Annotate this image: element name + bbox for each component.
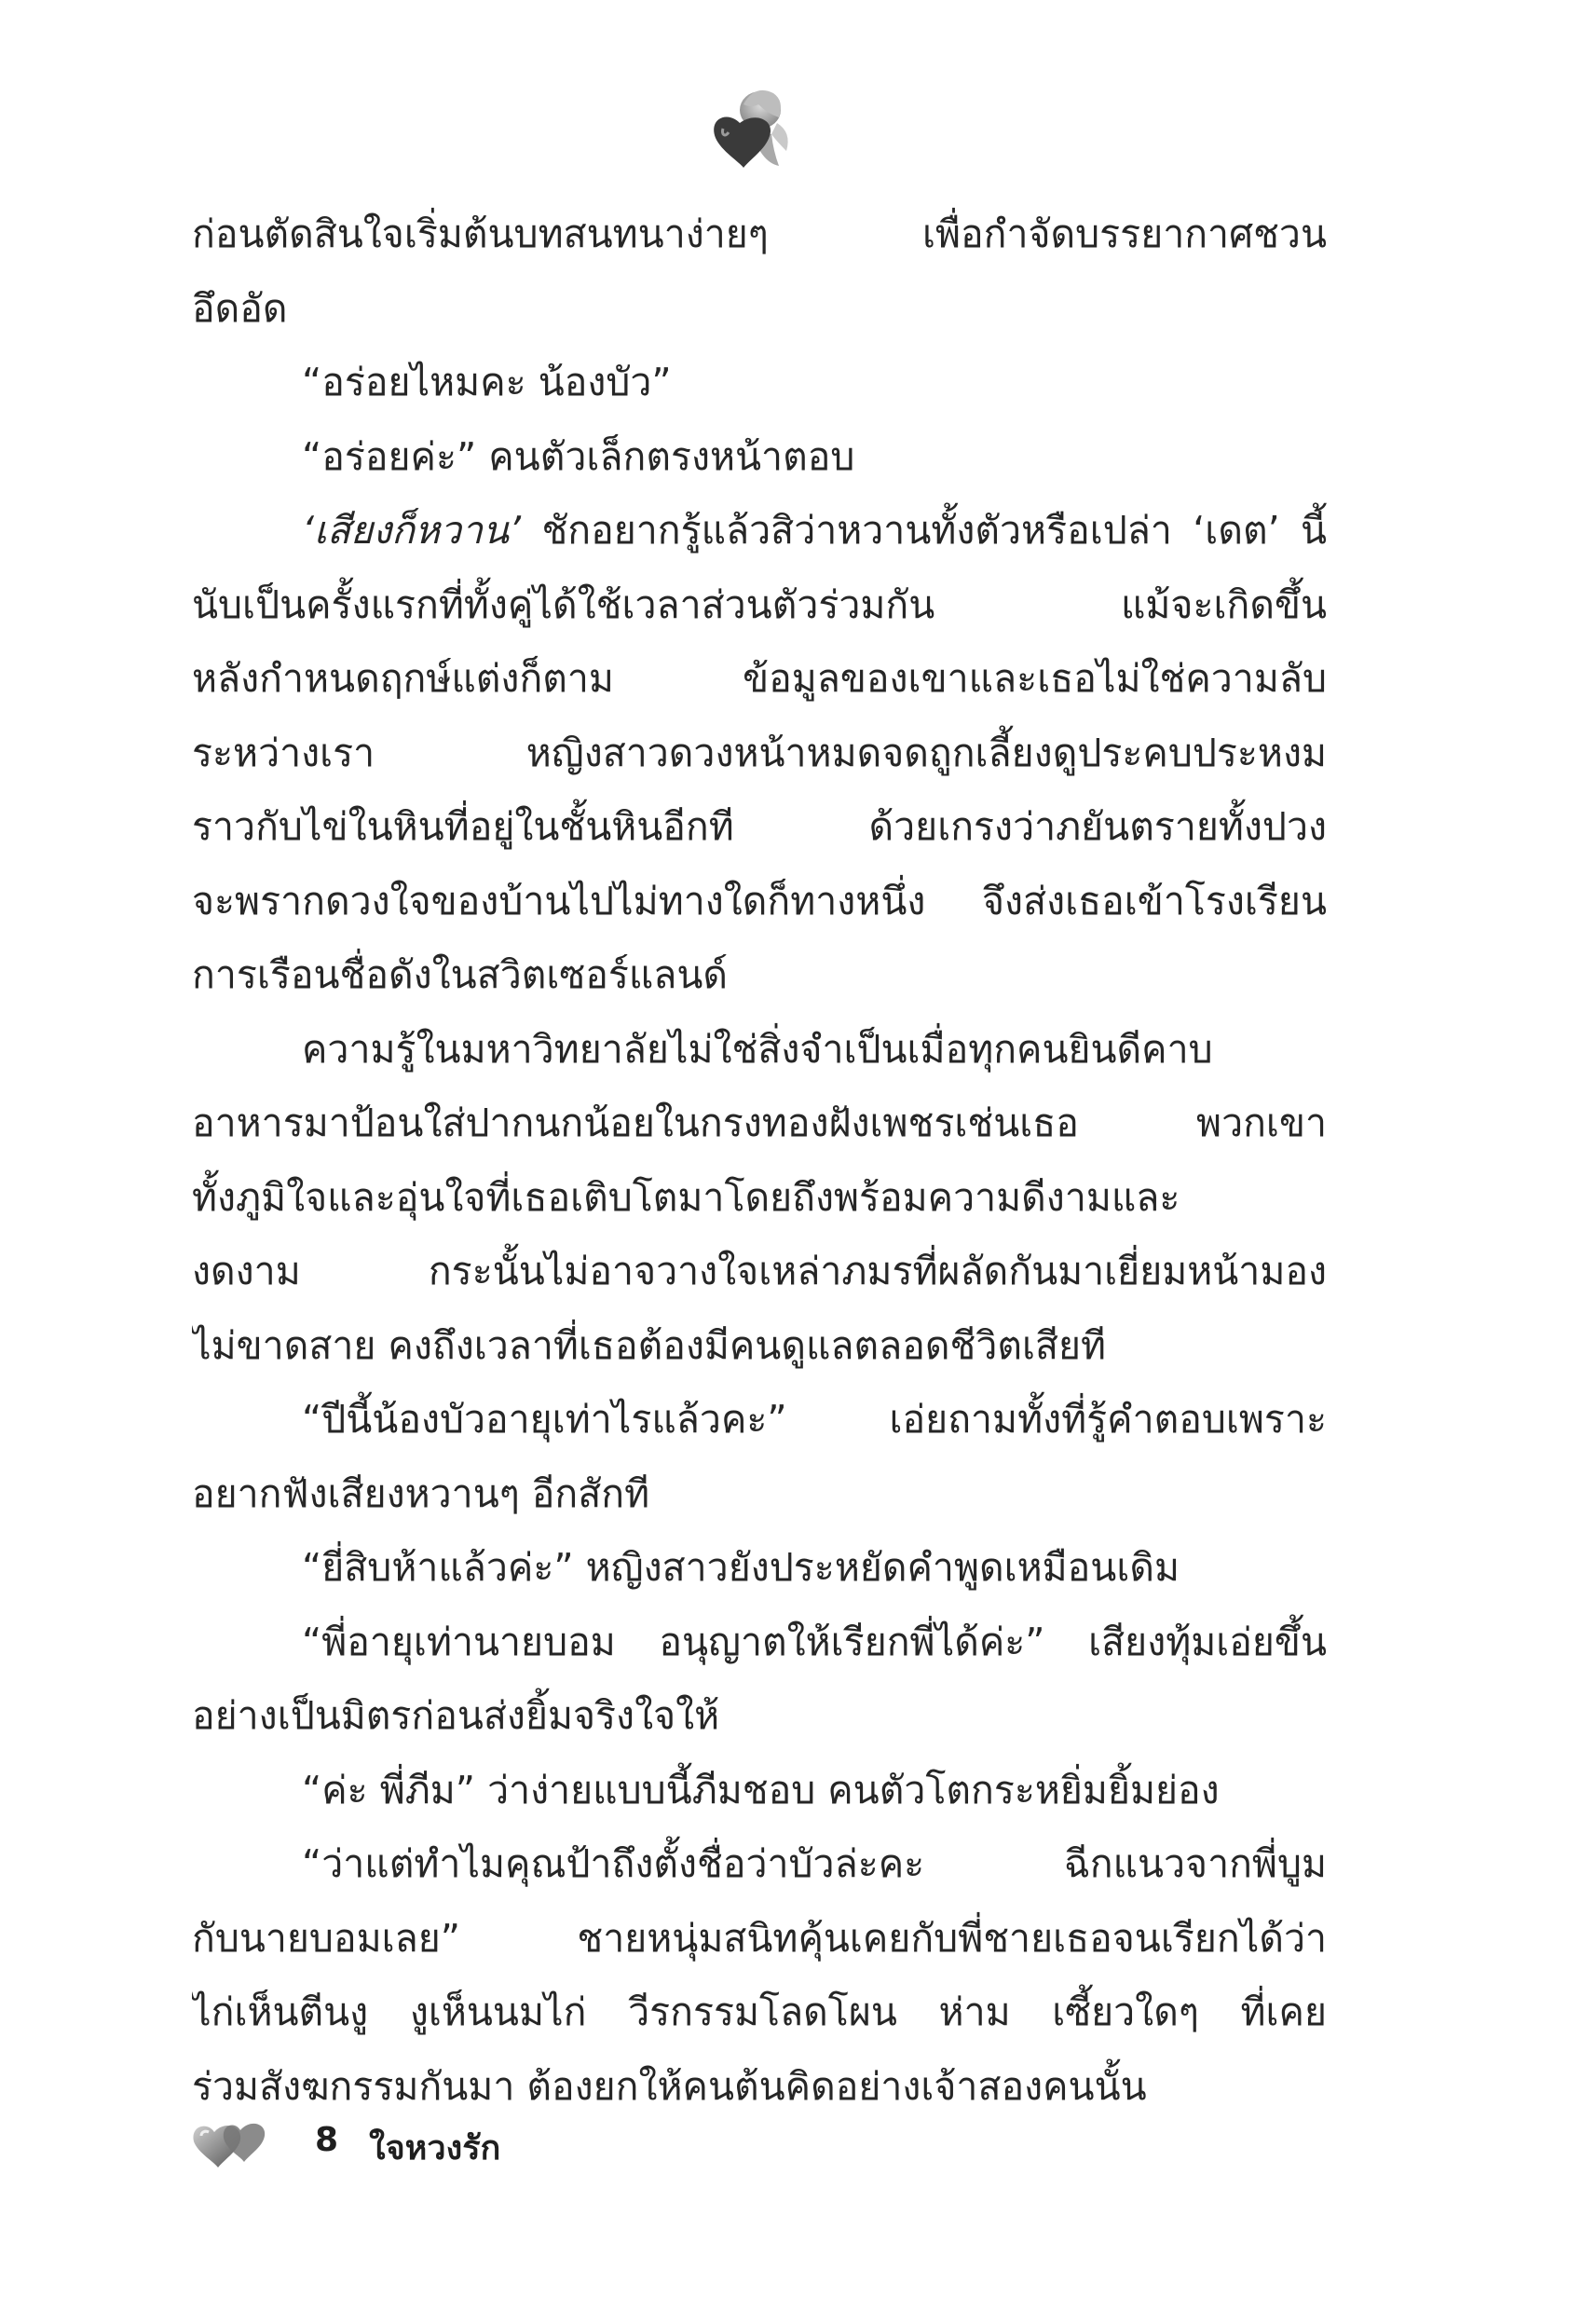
text-line: ไก่เห็นตีนงู งูเห็นนมไก่ วีรกรรมโลดโผน ห่าม เซี้ยวใดๆ ที่เคย bbox=[192, 1990, 1327, 2034]
text-line: ร่วมสังฆกรรมกันมา ต้องยกให้คนต้นคิดอย่างเจ้าสองคนนั้น bbox=[192, 2063, 1147, 2109]
text-line: “พี่อายุเท่านายบอม อนุญาตให้เรียกพี่ได้ค่ะ” เสียงทุ้มเอ่ยขึ้น bbox=[302, 1619, 1327, 1664]
text-line: ความรู้ในมหาวิทยาลัยไม่ใช่สิ่งจำเป็นเมื่อทุกคนยินดีคาบ bbox=[302, 1026, 1213, 1072]
body-text bbox=[192, 198, 1327, 2124]
text-line: “อร่อยค่ะ” คนตัวเล็กตรงหน้าตอบ bbox=[302, 433, 855, 479]
text-line: ทั้งภูมิใจและอุ่นใจที่เธอเติบโตมาโดยถึงพร้อมความดีงามและ bbox=[192, 1174, 1180, 1220]
text-line-remainder: ชักอยากรู้แล้วสิว่าหวานทั้งตัวหรือเปล่า ‘เดต’ นี้ bbox=[521, 508, 1327, 553]
text-line: ไม่ขาดสาย คงถึงเวลาที่เธอต้องมีคนดูแลตลอดชีวิตเสียที bbox=[192, 1322, 1107, 1368]
text-line: “ค่ะ พี่ภีม” ว่าง่ายแบบนี้ภีมชอบ คนตัวโตกระหยิ่มยิ้มย่อง bbox=[302, 1767, 1220, 1812]
text-line: อย่างเป็นมิตรก่อนส่งยิ้มจริงใจให้ bbox=[192, 1693, 720, 1738]
text-line: “ว่าแต่ทำไมคุณป้าถึงตั้งชื่อว่าบัวล่ะคะ ฉีกแนวจากพี่บูม bbox=[302, 1841, 1327, 1886]
page-footer bbox=[186, 2113, 745, 2188]
text-line: อึดอัด bbox=[192, 285, 288, 331]
text-line: อยากฟังเสียงหวานๆ อีกสักที bbox=[192, 1470, 650, 1516]
text-line: หลังกำหนดฤกษ์แต่งก็ตาม ข้อมูลของเขาและเธอไม่ใช่ความลับ bbox=[192, 656, 1327, 701]
text-line: อาหารมาป้อนใส่ปากนกน้อยในกรงทองฝังเพชรเช่นเธอ พวกเขา bbox=[192, 1101, 1327, 1145]
text-line: การเรือนชื่อดังในสวิตเซอร์แลนด์ bbox=[192, 952, 729, 997]
text-line: ราวกับไข่ในหินที่อยู่ในชั้นหินอีกที ด้วยเกรงว่าภยันตรายทั้งปวง bbox=[192, 804, 1327, 849]
text-line: นับเป็นครั้งแรกที่ทั้งคู่ได้ใช้เวลาส่วนตัวร่วมกัน แม้จะเกิดขึ้น bbox=[192, 581, 1327, 627]
cherub-heart-icon bbox=[699, 76, 801, 179]
text-line: “ยี่สิบห้าแล้วค่ะ” หญิงสาวยังประหยัดคำพูดเหมือนเดิม bbox=[302, 1545, 1180, 1590]
text-line: งดงาม กระนั้นไม่อาจวางใจเหล่าภมรที่ผลัดกันมาเยี่ยมหน้ามอง bbox=[192, 1249, 1327, 1293]
text-line: ก่อนตัดสินใจเริ่มต้นบทสนทนาง่ายๆ เพื่อกำจัดบรรยากาศชวน bbox=[192, 212, 1327, 256]
text-line: “ปีนี้น้องบัวอายุเท่าไรแล้วคะ” เอ่ยถามทั้งที่รู้คำตอบเพราะ bbox=[302, 1397, 1327, 1442]
italic-phrase: ‘เสียงก็หวาน’ bbox=[302, 508, 522, 553]
page-number: 8 bbox=[315, 2121, 339, 2159]
text-line: กับนายบอมเลย” ชายหนุ่มสนิทคุ้นเคยกับพี่ชายเธอจนเรียกได้ว่า bbox=[192, 1915, 1327, 1961]
text-line bbox=[192, 494, 1327, 568]
book-title: ใจหวงรัก bbox=[369, 2129, 501, 2167]
text-line: “อร่อยไหมคะ น้องบัว” bbox=[302, 360, 672, 404]
hearts-icon bbox=[186, 2113, 272, 2173]
text-line: ระหว่างเรา หญิงสาวดวงหน้าหมดจดถูกเลี้ยงดูประคบประหงม bbox=[192, 730, 1327, 775]
text-line: จะพรากดวงใจของบ้านไปไม่ทางใดก็ทางหนึ่ง จึงส่งเธอเข้าโรงเรียน bbox=[192, 878, 1327, 923]
